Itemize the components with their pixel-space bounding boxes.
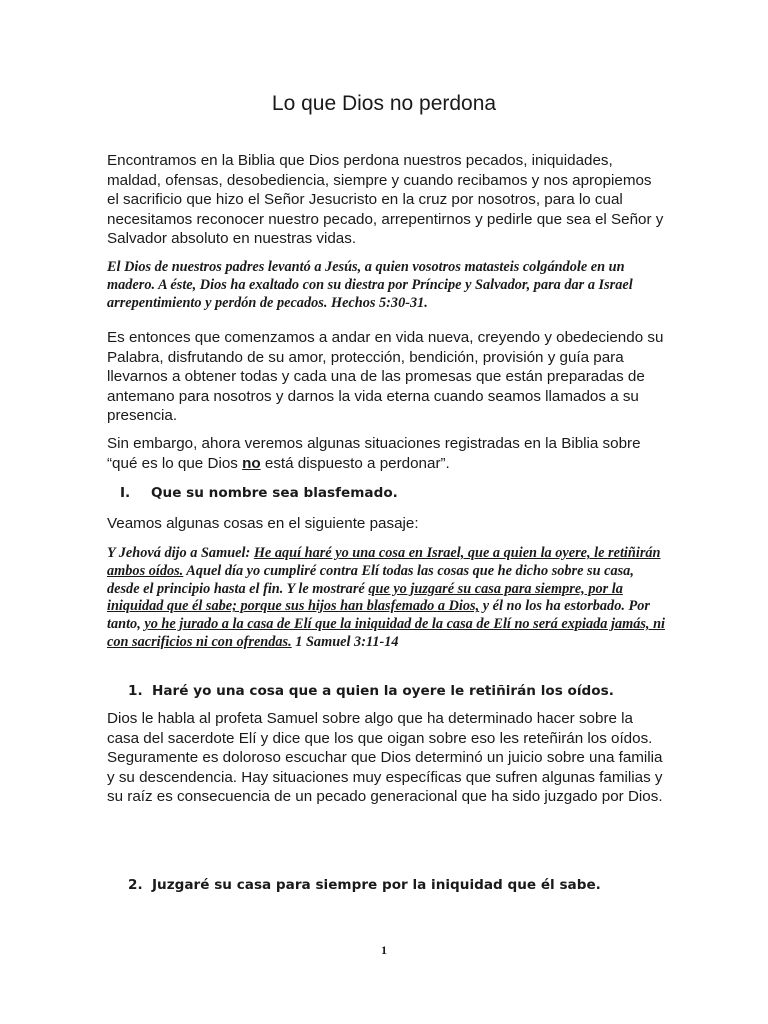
transition-text-before: Sin embargo, ahora veremos algunas situaciones registradas en la Biblia sobre “qué es lo que Dios	[107, 435, 641, 472]
quote-part-underlined: que yo juzgaré su casa para siempre, por la iniquidad que él sabe; porque sus hijos han blasfemado a Dios,	[107, 580, 623, 615]
bible-quote-samuel	[107, 545, 667, 652]
point-heading-2	[128, 876, 601, 894]
paragraph-intro-passage: Veamos algunas cosas en el siguiente pasaje:	[107, 515, 419, 532]
emphasis-no: no	[242, 454, 261, 472]
point-heading-1	[128, 682, 614, 700]
paragraph-new-life: Es entonces que comenzamos a andar en vida nueva, creyendo y obedeciendo su Palabra, disfrutando de su amor, protección, bendición, provisión y guía para llevarnos a obtener todas y cada una de las promesas que están preparadas de antemano para nosotros y darnos la vida eterna cuando seamos llamados a su presencia.	[107, 329, 664, 425]
point-number: 2.	[128, 877, 143, 893]
paragraph-explanation: Dios le habla al profeta Samuel sobre algo que ha determinado hacer sobre la casa del sacerdote Elí y dice que los que oigan sobre eso les reteñirán los oídos. Seguramente es doloroso escuchar que Dios determinó un juicio sobre una familia y su descendencia. Hay situaciones muy específicas que sufren algunas familias y su raíz es consecuencia de un pecado generacional que ha sido juzgado por Dios.	[107, 710, 663, 806]
paragraph-transition	[107, 434, 667, 473]
document-title: Lo que Dios no perdona	[271, 92, 497, 115]
quote-part-underlined: He aquí haré yo una cosa en Israel, que a quien la oyere, le retiñirán ambos oídos.	[107, 545, 661, 579]
quote-part: Y Jehová dijo a Samuel:	[107, 545, 254, 561]
point-title: Juzgaré su casa para siempre por la iniquidad que él sabe.	[152, 877, 601, 893]
quote-reference: 1 Samuel 3:11-14	[291, 633, 399, 650]
quote-part: y él no los ha estorbado. Por tanto,	[107, 598, 650, 633]
point-number: 1.	[128, 683, 143, 699]
quote-part: Aquel día yo cumpliré contra Elí todas las cosas que he dicho sobre su casa, desde el principio hasta el fin. Y le mostraré	[107, 562, 634, 597]
page-number: 1	[381, 943, 387, 957]
section-heading-1	[120, 484, 398, 502]
intro-paragraph: Encontramos en la Biblia que Dios perdona nuestros pecados, iniquidades, maldad, ofensas, desobediencia, siempre y cuando recibamos y nos apropiemos el sacrificio que hizo el Señor Jesucristo en la cruz por nosotros, para lo cual necesitamos reconocer nuestro pecado, arrepentirnos y pedirle que sea el Señor y Salvador absoluto en nuestras vidas.	[107, 152, 664, 248]
section-title: Que su nombre sea blasfemado.	[151, 485, 398, 501]
quote-part-underlined: yo he jurado a la casa de Elí que la iniquidad de la casa de Elí no será expiada jamás, ni con sacrificios ni con ofrendas.	[107, 616, 666, 650]
section-number: I.	[120, 485, 131, 501]
point-title: Haré yo una cosa que a quien la oyere le retiñirán los oídos.	[152, 683, 614, 699]
bible-quote-hechos: El Dios de nuestros padres levantó a Jesús, a quien vosotros matasteis colgándole en un madero. A éste, Dios ha exaltado con su diestra por Príncipe y Salvador, para dar a Israel arrepentimiento y perdón de pecados. Hechos 5:30-31.	[107, 259, 633, 311]
transition-text-after: está dispuesto a perdonar”.	[260, 454, 450, 472]
